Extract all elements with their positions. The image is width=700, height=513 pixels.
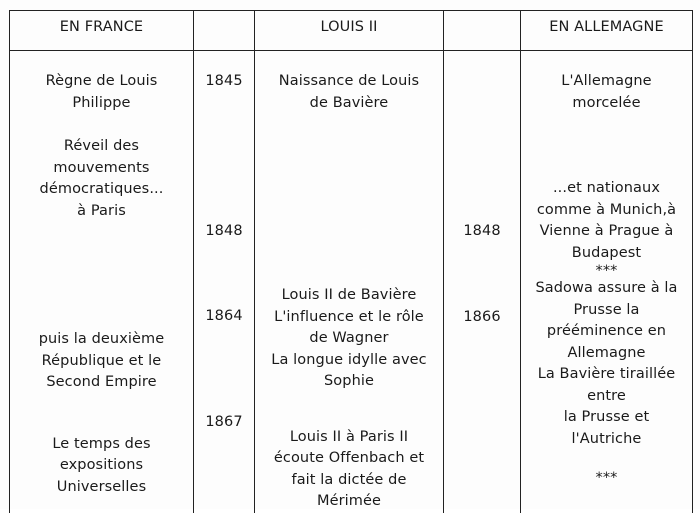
allemagne-entry-morcelee: L'Allemagne morcelée xyxy=(561,73,652,111)
louis-entry-wagner: Louis II de Bavière L'influence et le rôle de Wagner La longue idylle avec Sophie xyxy=(271,287,427,389)
year-1848-right: 1848 xyxy=(463,223,501,239)
allemagne-entry-nationaux: ...et nationaux comme à Munich,à Vienne à Prague à Budapest xyxy=(536,180,677,261)
year-1867: 1867 xyxy=(205,413,243,430)
header-row xyxy=(10,11,693,51)
allemagne-separator-2: *** xyxy=(595,470,618,486)
france-entry-louis-philippe: Règne de Louis Philippe xyxy=(45,73,158,111)
chronology-table xyxy=(9,10,693,513)
year-1848-left: 1848 xyxy=(205,222,243,239)
header-louis-ii: LOUIS II xyxy=(255,11,444,51)
france-entry-reveil: Réveil des mouvements démocratiques... à Paris xyxy=(39,138,164,219)
header-year-right xyxy=(444,11,521,51)
year-1845: 1845 xyxy=(205,73,243,89)
year-1864: 1864 xyxy=(205,308,243,324)
france-entry-republique: puis la deuxième République et le Second Empire xyxy=(38,331,165,390)
header-year-left xyxy=(194,11,255,51)
louis-entry-naissance: Naissance de Louis de Bavière xyxy=(278,73,420,111)
header-en-allemagne: EN ALLEMAGNE xyxy=(521,11,693,51)
column-year-left xyxy=(194,51,255,513)
header-en-france: EN FRANCE xyxy=(10,11,194,51)
allemagne-separator-1: *** xyxy=(595,263,618,279)
column-en-france xyxy=(10,51,194,513)
louis-entry-paris: Louis II à Paris II écoute Offenbach et fait la dictée de Mérimée xyxy=(273,428,425,509)
column-year-right xyxy=(444,51,521,513)
france-entry-expositions: Le temps des expositions Universelles xyxy=(52,435,151,495)
body-row xyxy=(10,51,693,513)
column-en-allemagne xyxy=(521,51,693,513)
year-1866: 1866 xyxy=(463,308,501,325)
column-louis-ii xyxy=(255,51,444,513)
allemagne-entry-sadowa: Sadowa assure à la Prusse la prééminence en Allemagne La Bavière tiraillée entre la Prusse et l'Autriche xyxy=(535,280,678,447)
